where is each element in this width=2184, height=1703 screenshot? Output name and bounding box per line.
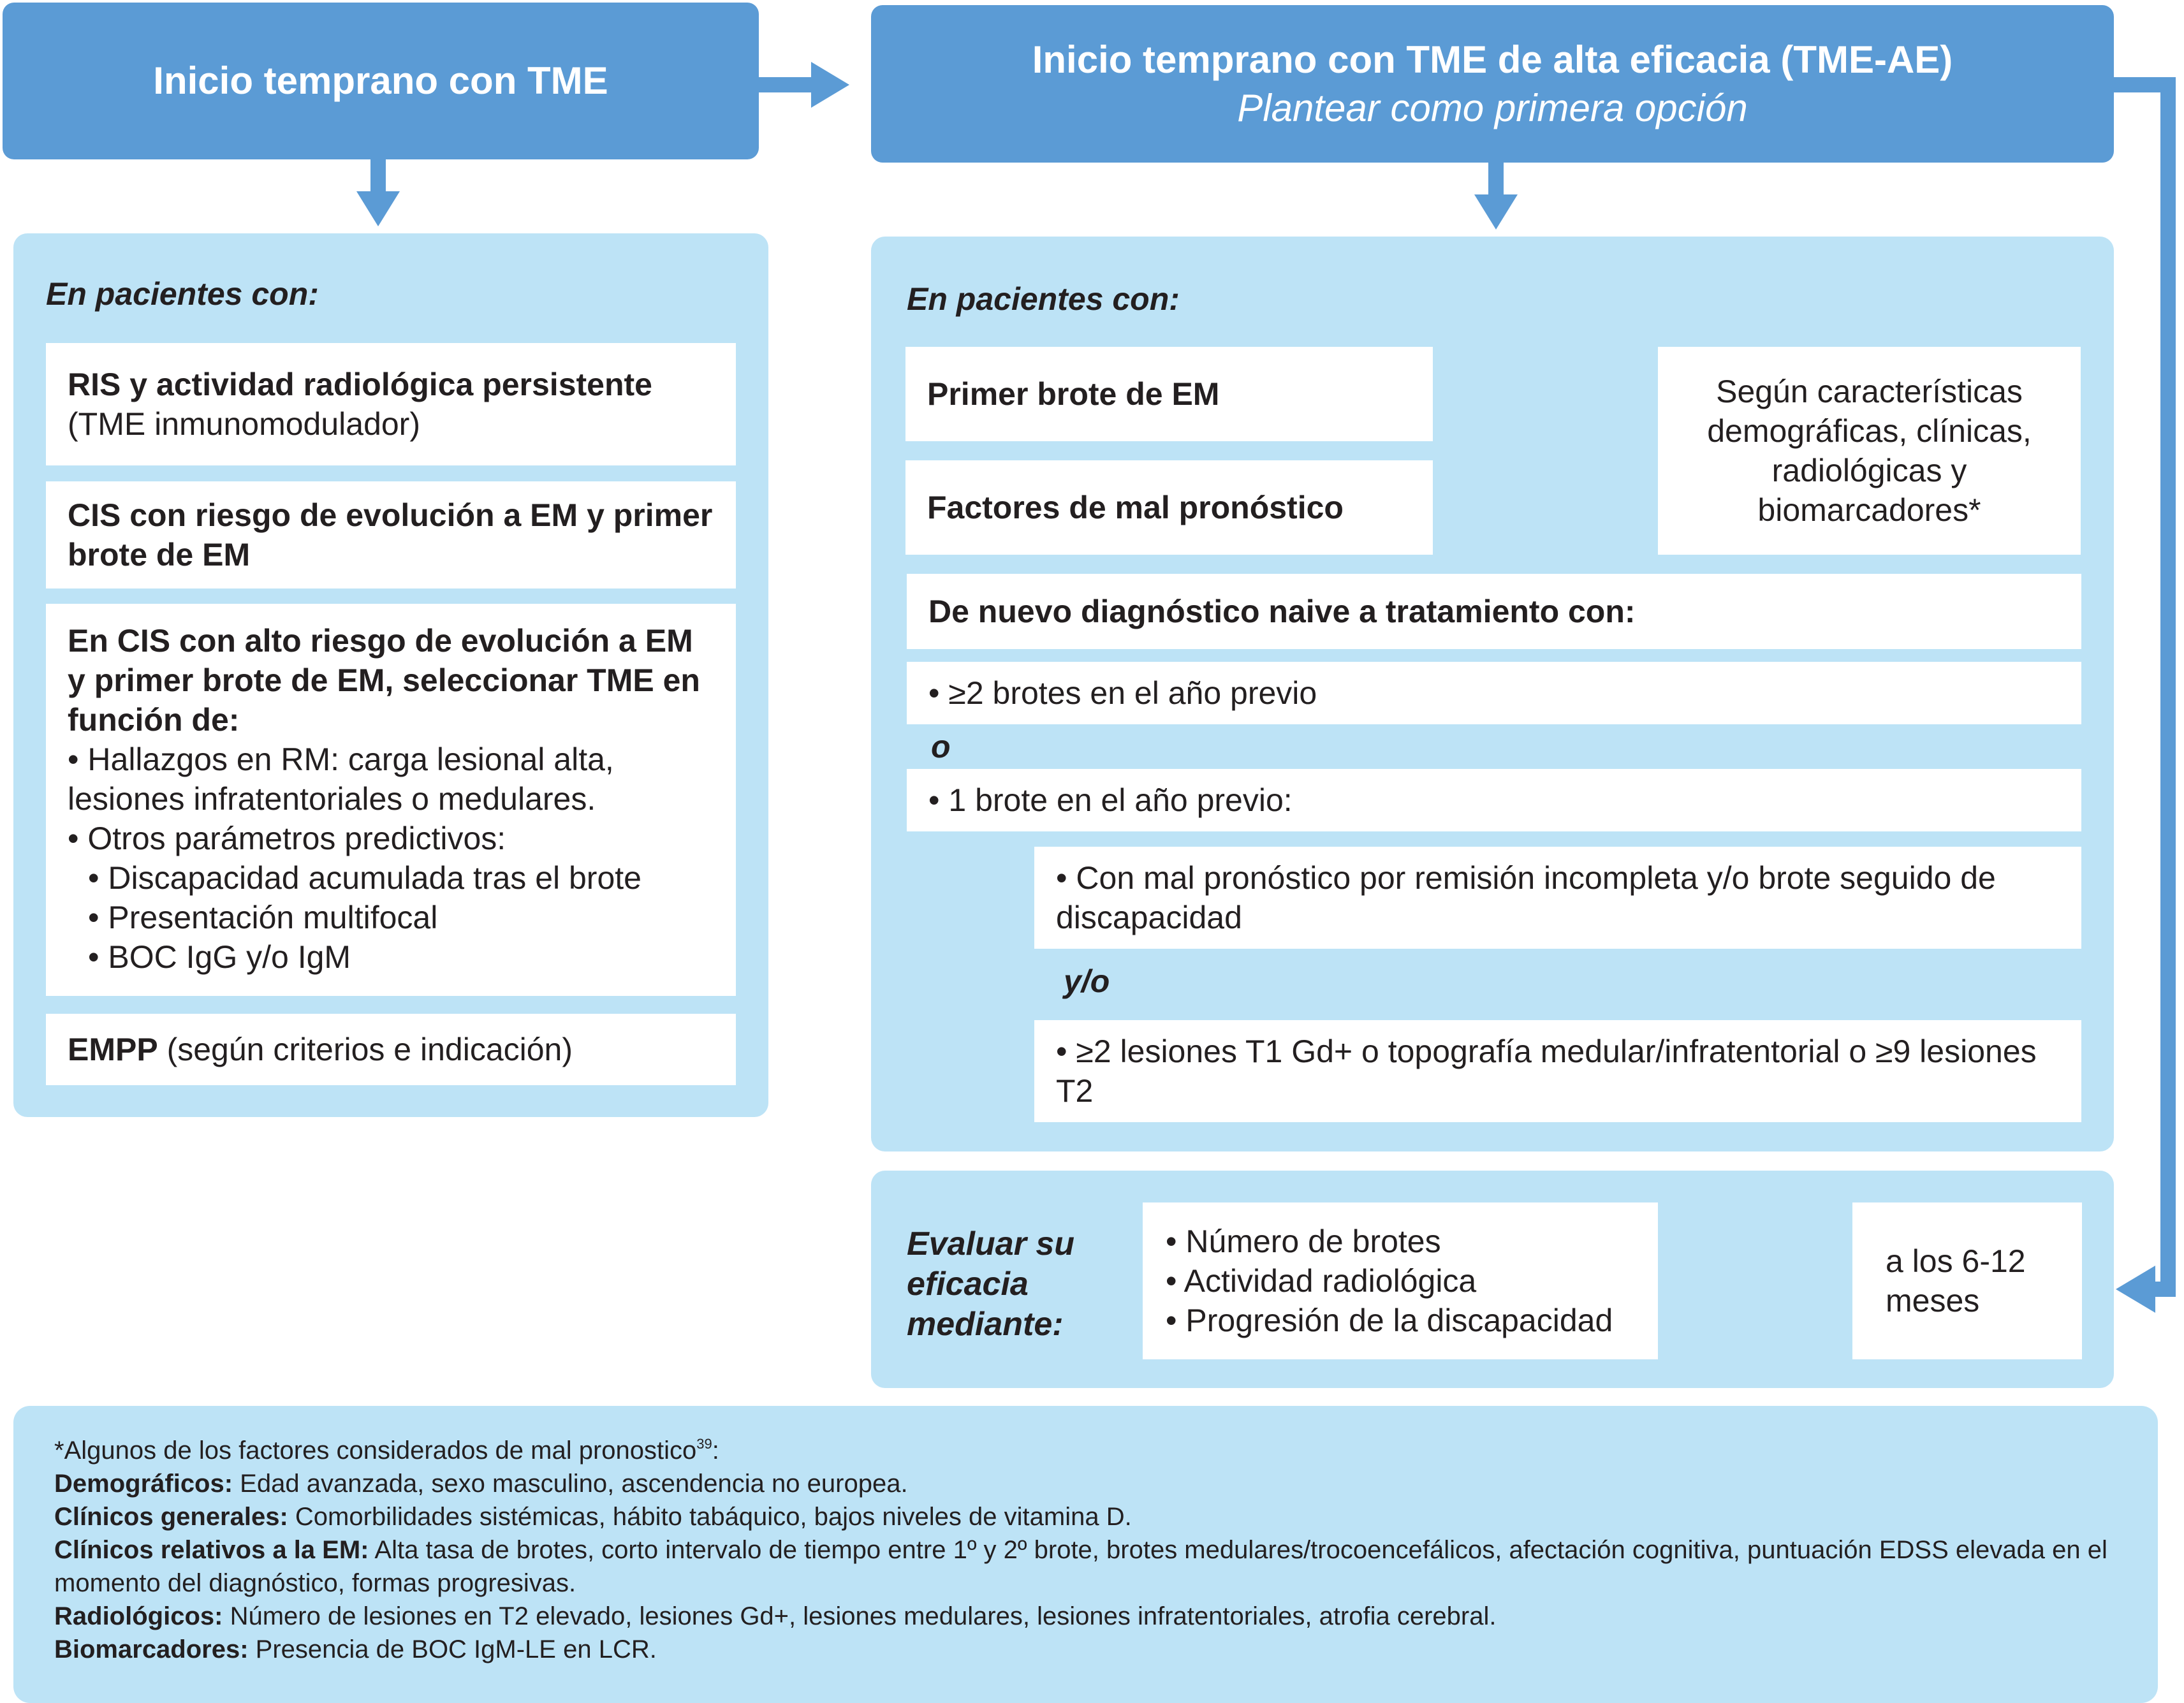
metric-relapses: • Número de brotes (1166, 1224, 1441, 1259)
header-right-subtitle: Plantear como primera opción (1237, 86, 1748, 129)
arrow-left-down-shaft (370, 159, 386, 194)
footnote-row-biomarkers (54, 1633, 2117, 1666)
arrow-header-right-head (811, 62, 849, 108)
right-box-sub-prognosis (1034, 847, 2081, 949)
footnote-label: Biomarcadores: (54, 1635, 249, 1663)
footnote-ref: 39 (696, 1436, 712, 1452)
footnote-intro-colon: : (712, 1436, 719, 1465)
footnote-row-clinical-general (54, 1500, 2117, 1533)
cis-bullet-mri: • Hallazgos en RM: carga lesional alta, lesiones infratentoriales o medulares. (68, 742, 614, 817)
right-box-option-one-relapse (907, 769, 2081, 831)
footnote-label: Clínicos generales: (54, 1503, 288, 1531)
evaluate-timing-box (1852, 1202, 2082, 1359)
footnote-row-radiological (54, 1600, 2117, 1633)
arrow-header-right-shaft (759, 77, 816, 92)
cis-high-risk-title: En CIS con alto riesgo de evolución a EM y primer brote de EM, seleccionar TME en función de: (68, 623, 700, 738)
footnote-text: Número de lesiones en T2 elevado, lesiones Gd+, lesiones medulares, lesiones infratentoriales, atrofia cerebral. (223, 1602, 1497, 1630)
footnote-text: Comorbilidades sistémicas, hábito tabáquico, bajos niveles de vitamina D. (288, 1503, 1132, 1531)
ris-title: RIS y actividad radiológica persistente (68, 367, 652, 402)
criteria-text: Según características demográficas, clínicas, radiológicas y biomarcadores* (1707, 374, 2032, 528)
arrow-right-down-shaft (1488, 163, 1504, 198)
footnote-intro (54, 1434, 2117, 1467)
evaluate-metrics-box (1143, 1202, 1658, 1359)
metric-radiological: • Actividad radiológica (1166, 1263, 1477, 1299)
ris-note: (TME inmunomodulador) (68, 406, 420, 442)
right-box-sub-lesions (1034, 1020, 2081, 1122)
header-right (871, 5, 2114, 163)
left-box-cis-high-risk (46, 604, 736, 996)
left-box-cis (46, 481, 736, 588)
right-box-poor-prognosis (905, 460, 1433, 555)
right-box-criteria (1658, 347, 2081, 555)
cis-sub-disability: • Discapacidad acumulada tras el brote (88, 860, 641, 896)
cis-sub-boc: • BOC IgG y/o IgM (88, 939, 351, 975)
arrow-loop-vertical (2160, 77, 2176, 1297)
left-panel-heading: En pacientes con: (46, 276, 319, 312)
footnote-row-demographic (54, 1467, 2117, 1500)
sub-lesions-text: • ≥2 lesiones T1 Gd+ o topografía medular/infratentorial o ≥9 lesiones T2 (1056, 1034, 2037, 1109)
or-label: o (931, 729, 951, 764)
header-left-title: Inicio temprano con TME (153, 59, 608, 102)
arrow-right-down-head (1474, 194, 1518, 230)
footnote-label: Demográficos: (54, 1470, 233, 1498)
footnote-panel (13, 1406, 2158, 1703)
left-box-empp (46, 1014, 736, 1085)
sub-prognosis-text: • Con mal pronóstico por remisión incompleta y/o brote seguido de discapacidad (1056, 860, 1996, 935)
arrow-loop-head (2116, 1266, 2155, 1313)
empp-note: (según criterios e indicación) (158, 1032, 573, 1067)
footnote-text: Alta tasa de brotes, corto intervalo de tiempo entre 1º y 2º brote, brotes medulares/trocoencefálicos, afectación cognitiva, puntuación EDSS elevada en el momento del diagnóstico, formas progresivas. (54, 1536, 2107, 1597)
right-box-option-two-relapses (907, 662, 2081, 724)
right-box-naive-heading (907, 574, 2081, 649)
naive-heading: De nuevo diagnóstico naive a tratamiento con: (928, 594, 1636, 629)
footnote-text: Edad avanzada, sexo masculino, ascendencia no europea. (233, 1470, 908, 1498)
footnote-intro-text: *Algunos de los factores considerados de mal pronostico (54, 1436, 697, 1465)
evaluate-label: Evaluar su eficacia mediante: (907, 1225, 1075, 1343)
header-left (3, 3, 759, 159)
right-box-first-relapse (905, 347, 1433, 441)
metric-disability: • Progresión de la discapacidad (1166, 1303, 1613, 1338)
cis-sub-multifocal: • Presentación multifocal (88, 900, 438, 935)
empp-line (68, 1030, 714, 1069)
footnote-text: Presencia de BOC IgM-LE en LCR. (248, 1635, 657, 1663)
footnote-row-clinical-em (54, 1533, 2117, 1600)
and-or-label: y/o (1064, 963, 1110, 999)
empp-label: EMPP (68, 1032, 158, 1067)
cis-title: CIS con riesgo de evolución a EM y primer brote de EM (68, 497, 713, 573)
left-box-ris (46, 343, 736, 465)
cis-bullet-predictive: • Otros parámetros predictivos: (68, 821, 506, 856)
option-two-relapses: • ≥2 brotes en el año previo (928, 675, 1317, 711)
footnote-label: Radiológicos: (54, 1602, 223, 1630)
right-panel-heading: En pacientes con: (907, 281, 1180, 317)
header-right-title: Inicio temprano con TME de alta eficacia (TME-AE) (1032, 38, 1953, 81)
poor-prognosis-label: Factores de mal pronóstico (927, 490, 1344, 525)
footnote-label: Clínicos relativos a la EM: (54, 1536, 369, 1564)
arrow-left-down-head (356, 191, 400, 226)
arrow-loop-bottom (2152, 1282, 2176, 1297)
timing-text: a los 6-12 meses (1886, 1243, 2026, 1319)
first-relapse-label: Primer brote de EM (927, 376, 1220, 412)
option-one-relapse: • 1 brote en el año previo: (928, 782, 1293, 818)
